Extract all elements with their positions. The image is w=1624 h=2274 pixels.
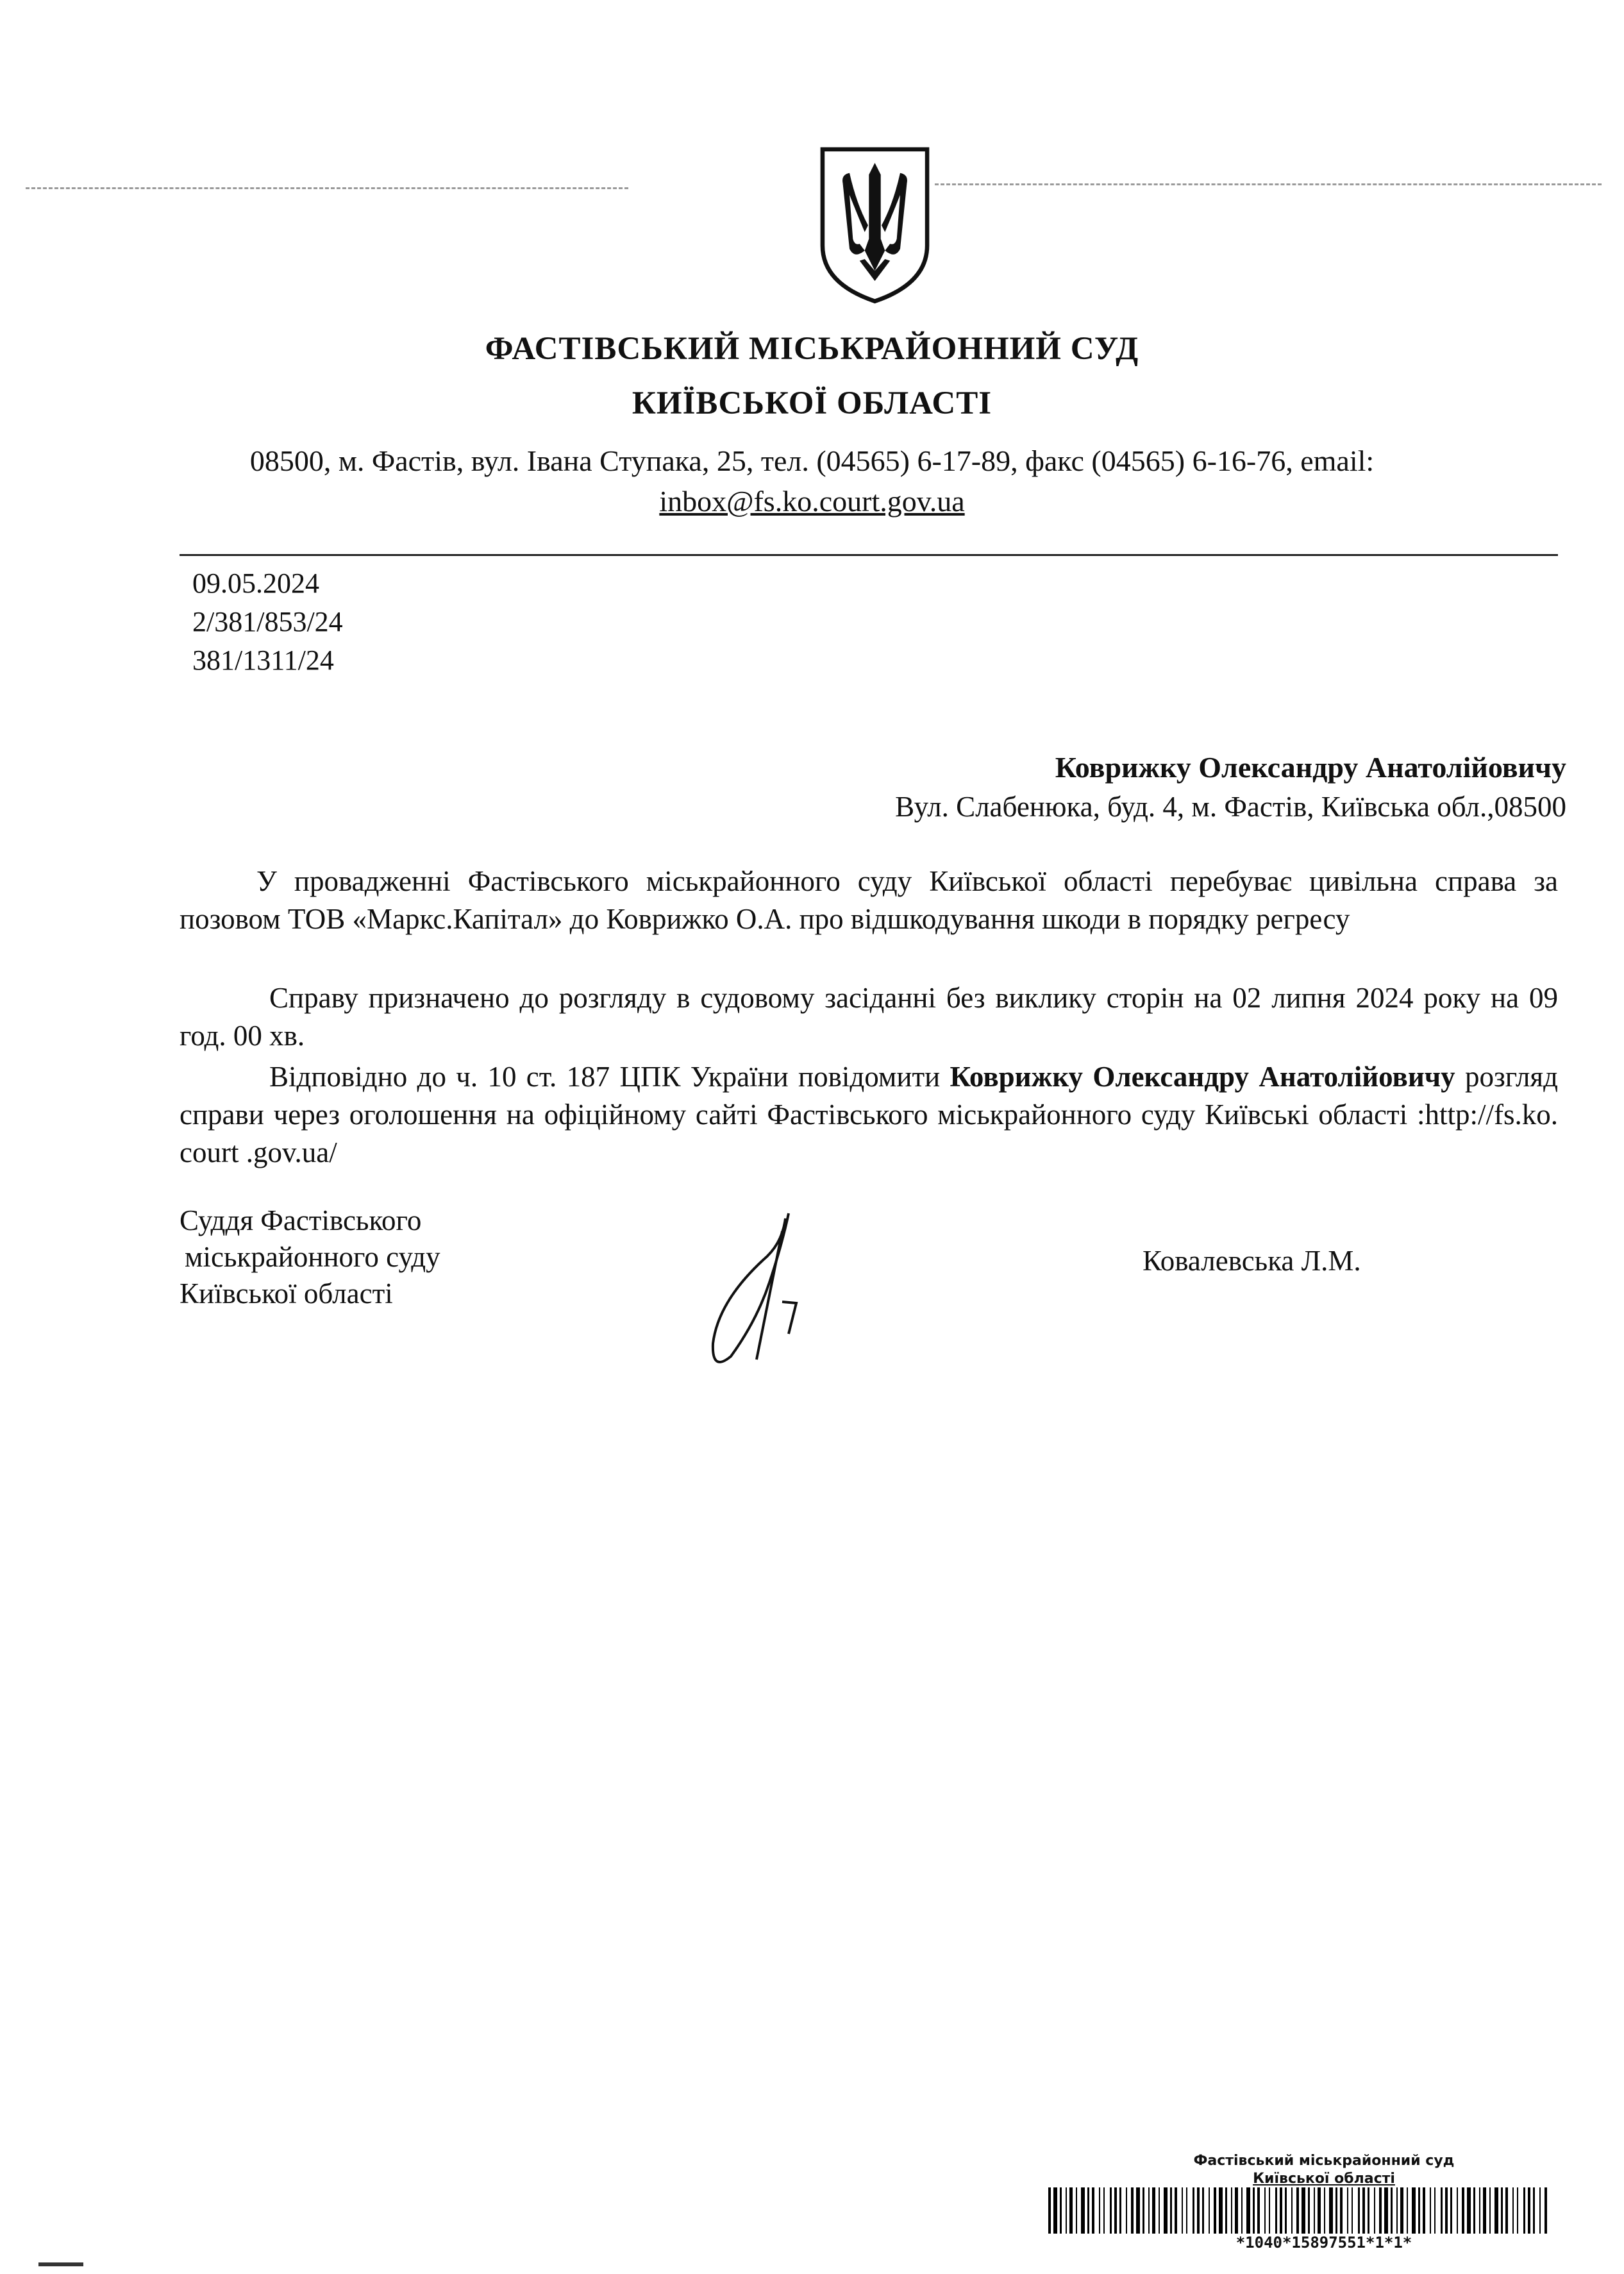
header-dashed-line-left [26,187,628,189]
stamp-region: Київської області [1253,2171,1395,2187]
court-name-line2: КИЇВСЬКОЇ ОБЛАСТІ [632,385,992,421]
corner-mark [38,2262,83,2266]
coat-of-arms-icon [816,144,934,305]
reference-number-1: 2/381/853/24 [192,606,343,637]
judge-title-line1: Суддя Фастівського [180,1204,422,1236]
handwritten-signature [686,1206,827,1372]
recipient-name: Коврижку Олександру Анатолійовичу [1055,751,1566,784]
body-paragraph-3 [180,1058,1558,1172]
judge-title-block [180,1202,440,1312]
document-date: 09.05.2024 [192,568,319,599]
body-paragraph-3-end: розгляд справи через оголошення на офіційному сайті Фастівського міськрайонного суду Київські області :http://fs.ko. court .gov.ua/ [180,1061,1558,1168]
judge-title-line2: міськрайонного суду [185,1241,440,1273]
barcode-number: *1040*15897551*1*1* [1235,2234,1412,2252]
document-references [192,564,343,680]
header-dashed-line-right [935,183,1602,185]
judge-title-line3: Київської області [180,1277,393,1310]
body-paragraph-3-start: Відповідно до ч. 10 ст. 187 ЦПК України повідомити [269,1061,950,1093]
body-paragraph-3-bold-name: Коврижку Олександру Анатолійовичу [950,1061,1455,1093]
court-address: 08500, м. Фастів, вул. Івана Ступака, 25, тел. (04565) 6-17-89, факс (04565) 6-16-76, email: [249,444,1375,477]
body-paragraph-1: У провадженні Фастівського міськрайонного суду Київської області перебуває цивільна справа за позовом ТОВ «Маркс.Капітал» до Коврижко О.А. про відшкодування шкоди в порядку регресу [180,865,1558,935]
stamp-court-name: Фастівський міськрайонний суд [1193,2153,1455,2169]
recipient-address: Вул. Слабенюка, буд. 4, м. Фастів, Київська обл.,08500 [895,791,1566,823]
body-paragraph-2: Справу призначено до розгляду в судовому засіданні без виклику сторін на 02 липня 2024 року на 09 год. 00 хв. [180,982,1558,1052]
court-name-line1: ФАСТІВСЬКИЙ МІСЬКРАЙОННИЙ СУД [485,331,1139,367]
header-divider [180,554,1558,556]
judge-name: Ковалевська Л.М. [1143,1245,1361,1277]
court-email-link[interactable]: inbox@fs.ko.court.gov.ua [659,485,965,518]
reference-number-2: 381/1311/24 [192,644,334,676]
barcode [1048,2187,1555,2234]
